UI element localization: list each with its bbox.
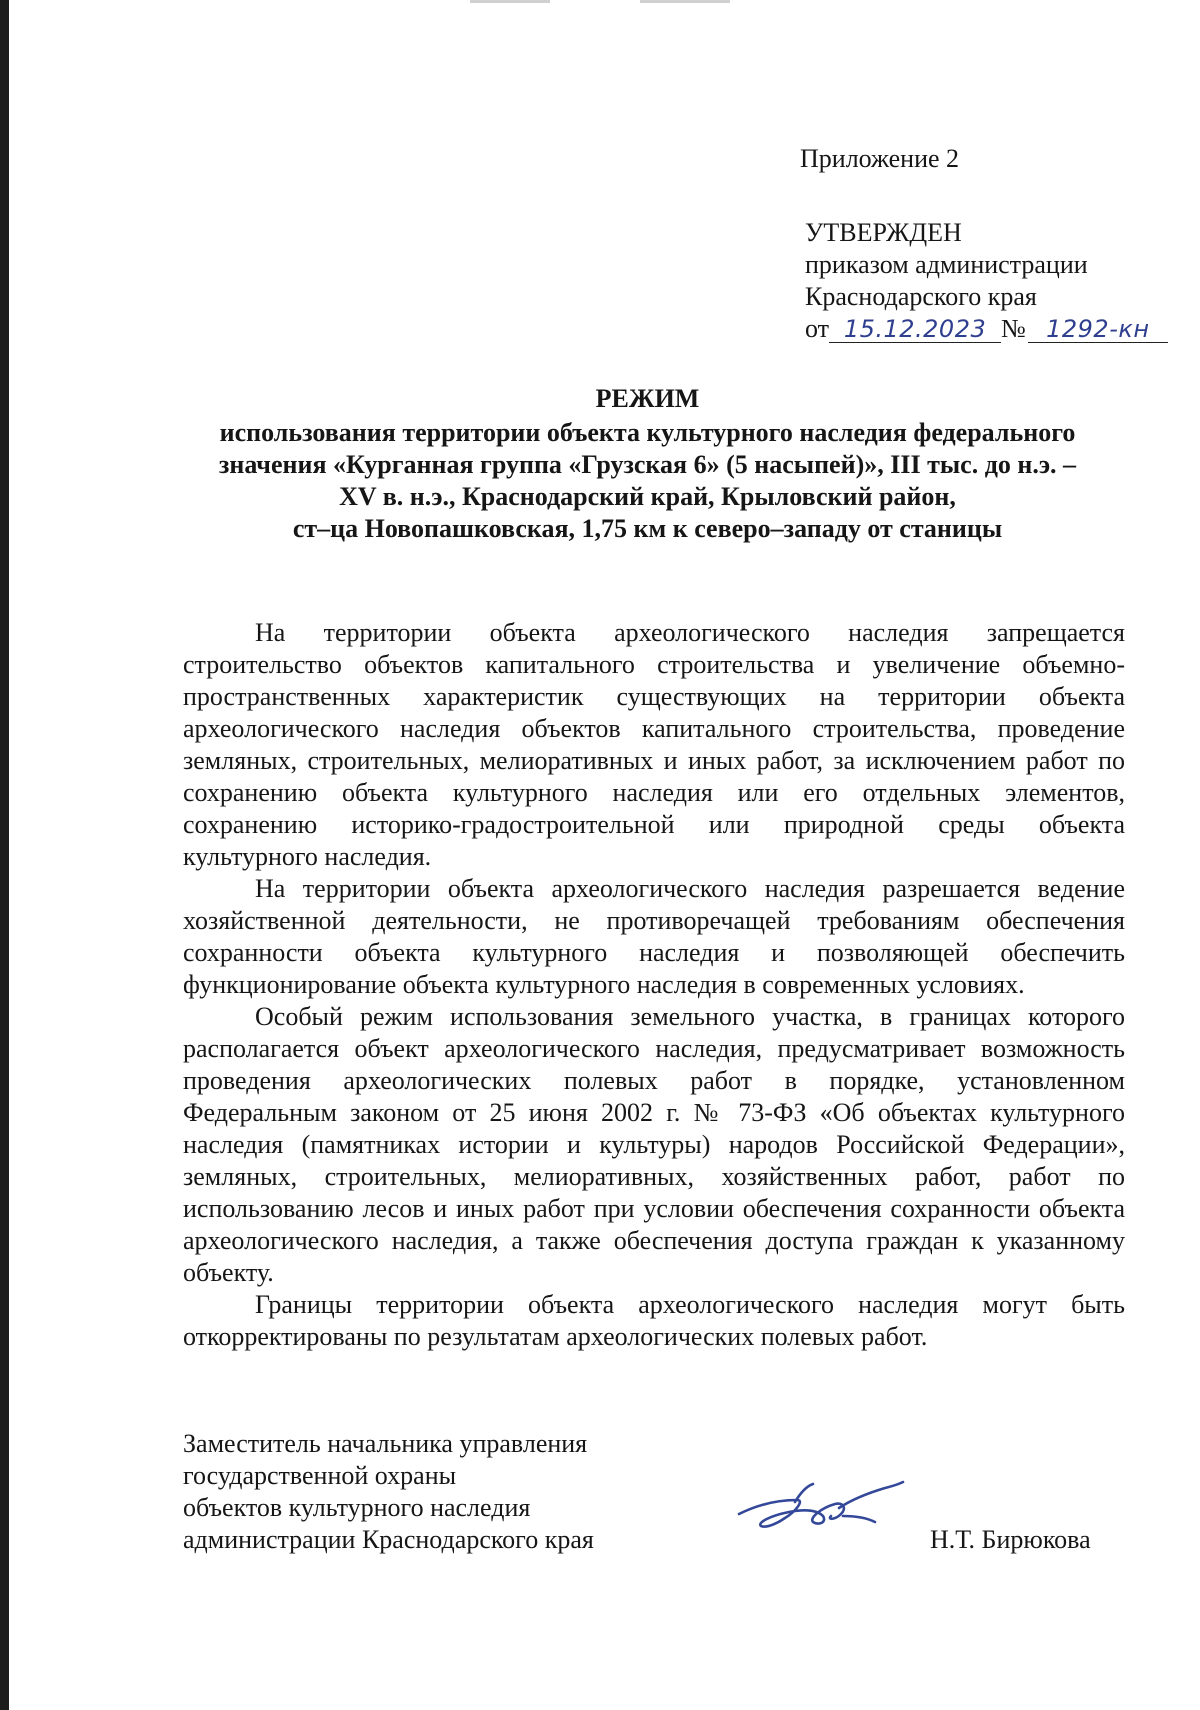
signatory-position <box>183 1428 594 1556</box>
number-prefix: № <box>1001 314 1026 343</box>
title-heading: РЕЖИМ <box>595 384 700 413</box>
order-date-number-line <box>805 313 1168 345</box>
title-line-4: ст–ца Новопашковская, 1,75 км к северо–западу от станицы <box>292 514 1003 543</box>
paragraph-permitted-activity: На территории объекта археологического наследия разрешается ведение хозяйственной деятельности, не противоречащей требованиям обеспечения сохранности объекта культурного наследия и позволяющей обеспечить функционирование объекта культурного наследия в современных условиях. <box>183 874 1125 999</box>
position-line-1: Заместитель начальника управления <box>183 1429 588 1458</box>
position-line-4: администрации Краснодарского края <box>183 1525 594 1554</box>
title-line-2: значения «Курганная группа «Грузская 6» (5 насыпей)», III тыс. до н.э. – <box>218 450 1077 479</box>
scan-left-edge <box>0 0 9 1710</box>
paragraph-special-regime: Особый режим использования земельного участка, в границах которого располагается объект археологического наследия, предусматривает возможность проведения археологических полевых работ в порядке, установленном Федеральным законом от 25 июня 2002 г. № 73-ФЗ «Об объектах культурного наследия (памятниках истории и культуры) народов Российской Федерации», земляных, строительных, мелиоративных, хозяйственных работ, работ по использованию лесов и иных работ при условии обеспечения сохранности объекта археологического наследия, а также обеспечения доступа граждан к указанному объекту. <box>183 1002 1125 1287</box>
title-line-3: XV в. н.э., Краснодарский край, Крыловский район, <box>339 482 956 511</box>
handwritten-signature <box>735 1470 905 1540</box>
document-title <box>170 383 1125 545</box>
paragraph-prohibitions: На территории объекта археологического наследия запрещается строительство объектов капитального строительства и увеличение объемно-пространственных характеристик существующих на территории объекта археологического наследия объектов капитального строительства, проведение земляных, строительных, мелиоративных и иных работ, за исключением работ по сохранению объекта культурного наследия или его отдельных элементов, сохранению историко-градостроительной или природной среды объекта культурного наследия. <box>183 618 1125 871</box>
document-body <box>183 617 1125 1353</box>
scan-top-mark <box>470 0 550 3</box>
approval-status: УТВЕРЖДЕН <box>805 218 962 247</box>
title-line-1: использования территории объекта культурного наследия федерального <box>219 418 1076 447</box>
approval-line-2: Краснодарского края <box>805 282 1037 311</box>
handwritten-date: 15.12.2023 <box>829 316 1001 343</box>
date-prefix: от <box>805 314 830 343</box>
position-line-3: объектов культурного наследия <box>183 1493 531 1522</box>
position-line-2: государственной охраны <box>183 1461 457 1490</box>
appendix-label: Приложение 2 <box>800 144 960 173</box>
approval-block <box>805 217 1168 345</box>
approval-line-1: приказом администрации <box>805 250 1088 279</box>
scan-top-mark <box>640 0 730 3</box>
handwritten-order-number: 1292-кн <box>1028 316 1168 343</box>
paragraph-boundaries: Границы территории объекта археологического наследия могут быть откорректированы по результатам археологических полевых работ. <box>183 1290 1125 1351</box>
signatory-name: Н.Т. Бирюкова <box>930 1525 1091 1554</box>
